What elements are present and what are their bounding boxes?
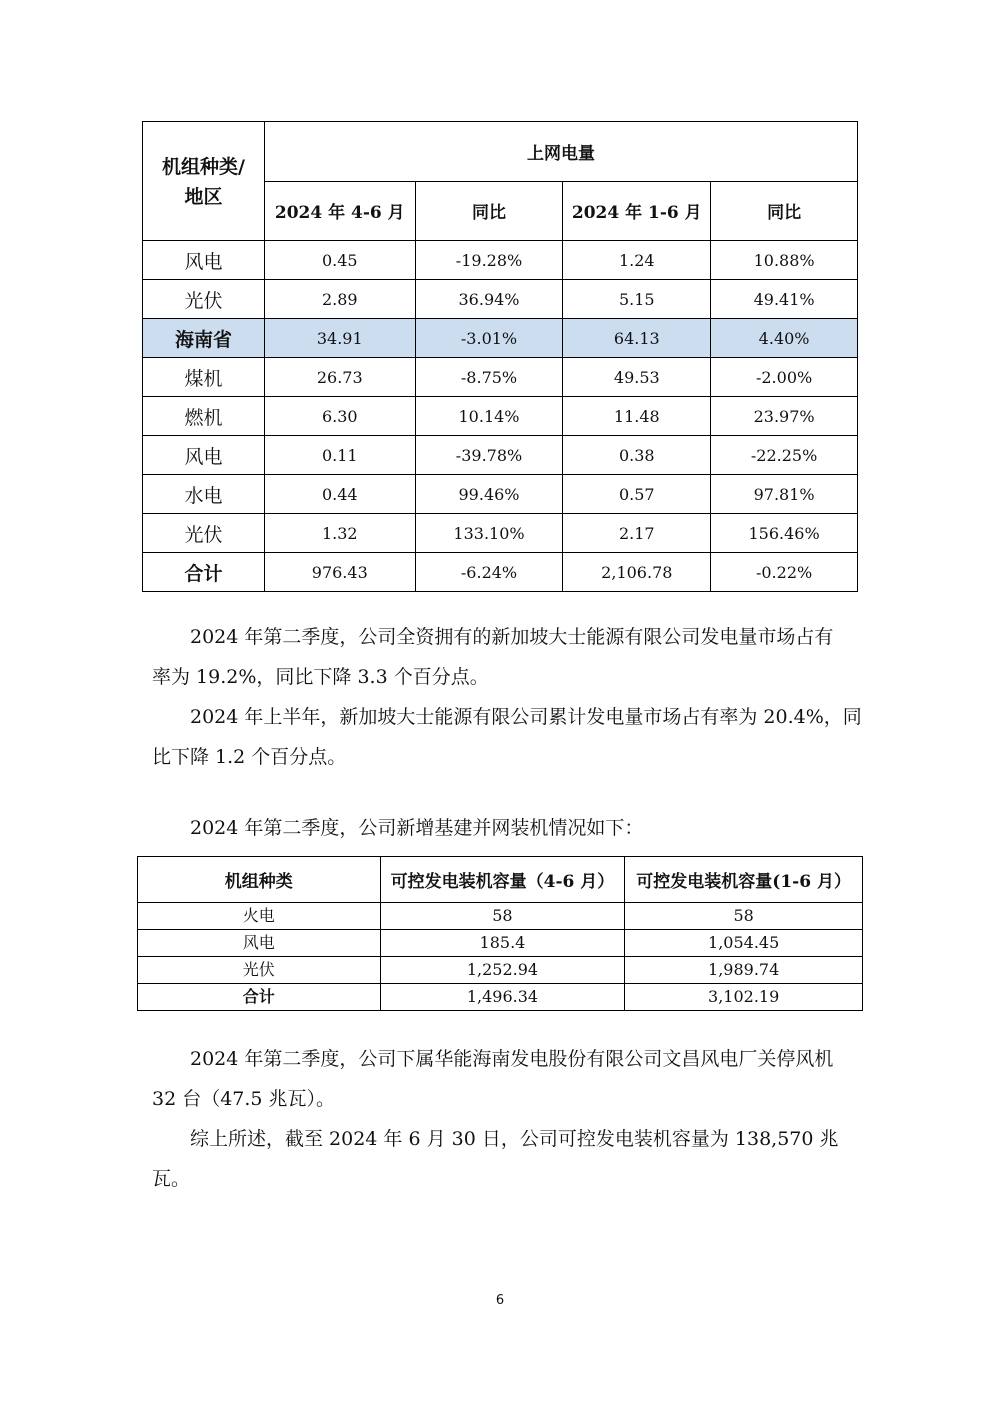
cell-h1: 2,106.78 — [563, 553, 711, 592]
cell-h1: 58 — [625, 903, 863, 930]
table-row — [138, 957, 863, 984]
cell-q2: 6.30 — [264, 397, 415, 436]
table-row — [143, 358, 858, 397]
row-name: 风电 — [143, 436, 265, 475]
row-name: 水电 — [143, 475, 265, 514]
cell-q2-yoy: -39.78% — [415, 436, 563, 475]
paragraph-text: 2024 年第二季度，公司下属华能海南发电股份有限公司文昌风电厂关停风机 32 台（47.5 兆瓦）。 — [152, 1048, 834, 1110]
cell-q2: 185.4 — [380, 930, 625, 957]
cell-q2-yoy: 99.46% — [415, 475, 563, 514]
row-name: 光伏 — [143, 280, 265, 319]
cell-q2-yoy: -8.75% — [415, 358, 563, 397]
col-header-h1-capacity: 可控发电装机容量(1-6 月） — [625, 857, 863, 903]
cell-h1-yoy: -22.25% — [711, 436, 858, 475]
cell-q2: 1.32 — [264, 514, 415, 553]
paragraph-wind-shutdown — [152, 1039, 852, 1119]
cell-q2-yoy: -3.01% — [415, 319, 563, 358]
cell-q2: 976.43 — [264, 553, 415, 592]
paragraph-text: 2024 年第二季度，公司新增基建并网装机情况如下： — [190, 817, 644, 839]
row-name: 火电 — [138, 903, 381, 930]
col-header-h1: 2024 年 1-6 月 — [563, 181, 711, 241]
cell-h1-yoy: 4.40% — [711, 319, 858, 358]
paragraph-text: 2024 年上半年，新加坡大士能源有限公司累计发电量市场占有率为 20.4%，同比下降 1.2 个百分点。 — [152, 706, 862, 768]
cell-h1-yoy: 97.81% — [711, 475, 858, 514]
table-row-total — [143, 553, 858, 592]
corner-label: 机组种类/地区 — [161, 156, 245, 208]
paragraph-text: 2024 年第二季度，公司全资拥有的新加坡大士能源有限公司发电量市场占有率为 19.2%，同比下降 3.3 个百分点。 — [152, 626, 834, 688]
cell-h1: 64.13 — [563, 319, 711, 358]
cell-q2: 1,252.94 — [380, 957, 625, 984]
paragraph-text: 综上所述，截至 2024 年 6 月 30 日，公司可控发电装机容量为 138,570 兆瓦。 — [152, 1128, 839, 1190]
cell-h1: 11.48 — [563, 397, 711, 436]
cell-q2: 0.11 — [264, 436, 415, 475]
table-row-total — [138, 984, 863, 1011]
table-row-highlighted — [143, 319, 858, 358]
cell-q2-yoy: -19.28% — [415, 241, 563, 280]
table-row — [138, 930, 863, 957]
col-header-q2: 2024 年 4-6 月 — [264, 181, 415, 241]
cell-h1-yoy: -2.00% — [711, 358, 858, 397]
capacity-table — [137, 856, 863, 1011]
page-number: 6 — [495, 1293, 505, 1308]
table-row — [143, 241, 858, 280]
corner-header — [143, 122, 265, 241]
col-header-h1-yoy: 同比 — [711, 181, 858, 241]
cell-h1-yoy: 49.41% — [711, 280, 858, 319]
cell-q2-yoy: -6.24% — [415, 553, 563, 592]
col-header-q2-capacity: 可控发电装机容量（4-6 月） — [380, 857, 625, 903]
col-header-type: 机组种类 — [138, 857, 381, 903]
cell-q2: 34.91 — [264, 319, 415, 358]
cell-h1: 0.57 — [563, 475, 711, 514]
row-name: 合计 — [143, 553, 265, 592]
cell-h1: 1,989.74 — [625, 957, 863, 984]
paragraph-market-share-q2 — [152, 617, 852, 697]
table-row — [143, 397, 858, 436]
table-row — [143, 514, 858, 553]
paragraph-new-capacity-intro — [152, 808, 852, 848]
paragraph-market-share-h1 — [152, 697, 872, 777]
group-header: 上网电量 — [264, 122, 857, 182]
row-name: 光伏 — [143, 514, 265, 553]
cell-h1: 0.38 — [563, 436, 711, 475]
cell-h1: 3,102.19 — [625, 984, 863, 1011]
cell-q2: 2.89 — [264, 280, 415, 319]
cell-q2-yoy: 36.94% — [415, 280, 563, 319]
table-row — [138, 903, 863, 930]
cell-h1-yoy: 156.46% — [711, 514, 858, 553]
cell-h1-yoy: -0.22% — [711, 553, 858, 592]
row-name: 海南省 — [143, 319, 265, 358]
table-row — [143, 280, 858, 319]
cell-h1: 49.53 — [563, 358, 711, 397]
cell-h1-yoy: 23.97% — [711, 397, 858, 436]
cell-q2: 58 — [380, 903, 625, 930]
cell-q2: 0.45 — [264, 241, 415, 280]
table-row — [143, 436, 858, 475]
cell-q2: 0.44 — [264, 475, 415, 514]
paragraph-summary — [152, 1119, 872, 1199]
generation-table — [142, 121, 858, 592]
cell-h1: 2.17 — [563, 514, 711, 553]
cell-q2: 1,496.34 — [380, 984, 625, 1011]
cell-q2: 26.73 — [264, 358, 415, 397]
cell-h1-yoy: 10.88% — [711, 241, 858, 280]
row-name: 风电 — [143, 241, 265, 280]
row-name: 光伏 — [138, 957, 381, 984]
cell-q2-yoy: 10.14% — [415, 397, 563, 436]
cell-h1: 1.24 — [563, 241, 711, 280]
row-name: 合计 — [138, 984, 381, 1011]
cell-h1: 5.15 — [563, 280, 711, 319]
col-header-q2-yoy: 同比 — [415, 181, 563, 241]
table-row — [143, 475, 858, 514]
row-name: 燃机 — [143, 397, 265, 436]
row-name: 风电 — [138, 930, 381, 957]
cell-q2-yoy: 133.10% — [415, 514, 563, 553]
cell-h1: 1,054.45 — [625, 930, 863, 957]
row-name: 煤机 — [143, 358, 265, 397]
